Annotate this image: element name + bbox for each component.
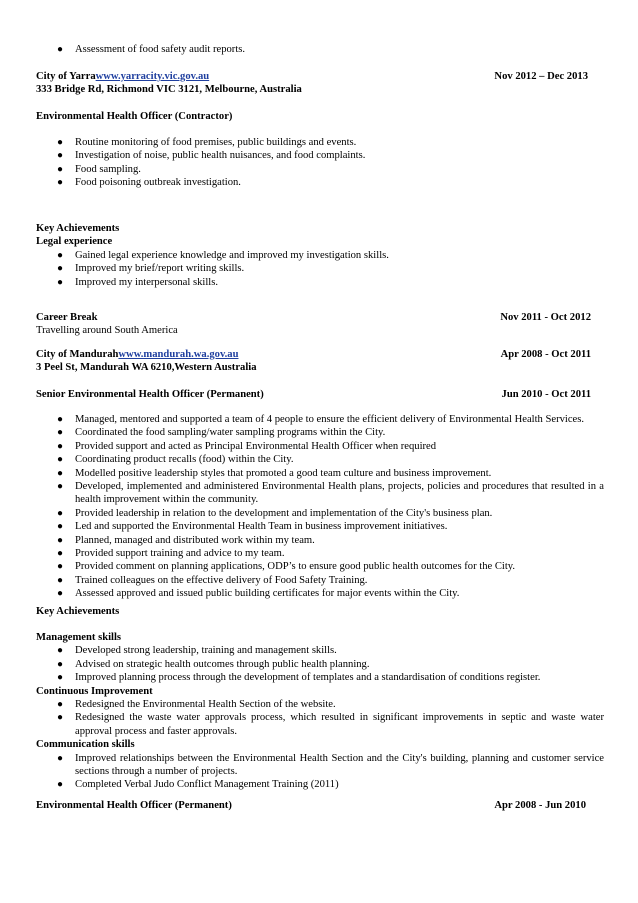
list-item: ● Advised on strategic health outcomes through public health planning. [57, 658, 370, 670]
bullet-icon: ● [57, 752, 64, 764]
bullet-icon: ● [57, 427, 64, 439]
subsection-heading: Management skills [36, 632, 122, 643]
yarra-achievements [36, 222, 604, 289]
career-break-desc: Travelling around South America [36, 325, 178, 337]
bullet-icon: ● [57, 548, 64, 560]
list-item: ● Completed Verbal Judo Conflict Management Training (2011) [57, 779, 339, 791]
subsection-heading: Continuous Improvement [36, 685, 153, 697]
mandurah-achievements [36, 605, 604, 618]
employer-address: 333 Bridge Rd, Richmond VIC 3121, Melbourne, Australia [36, 84, 302, 96]
bullet-icon: ● [57, 177, 64, 189]
bullet-icon: ● [57, 137, 64, 148]
bullet-icon: ● [57, 467, 64, 479]
bullet-icon: ● [57, 249, 64, 261]
bullet-icon: ● [57, 561, 64, 573]
bullet-icon: ● [57, 779, 64, 791]
bullet-icon: ● [57, 507, 64, 519]
bullet-icon: ● [57, 521, 64, 533]
role-header [36, 388, 604, 401]
list-item: ● Redesigned the waste water approvals process, which resulted in significant improvements in septic and waste water approval process and faster approvals. [57, 712, 604, 737]
career-break-header [36, 311, 604, 324]
list-item: ● Led and supported the Environmental Health Team in business improvement initiatives. [57, 521, 448, 533]
employer-link[interactable]: www.yarracity.vic.gov.au [95, 71, 210, 82]
list-item: ● Food poisoning outbreak investigation. [57, 177, 241, 189]
list-item: ● Coordinating product recalls (food) within the City. [57, 454, 294, 466]
employment-dates: Apr 2008 - Oct 2011 [500, 349, 591, 360]
list-item: ● Provided support training and advice to my team. [57, 548, 285, 560]
management-skills [36, 631, 604, 792]
bullet-icon: ● [57, 150, 64, 162]
list-item: ● Managed, mentored and supported a team of 4 people to ensure the efficient delivery of Environmental Health Services. [57, 414, 585, 425]
role-title: Environmental Health Officer (Contractor) [36, 111, 233, 122]
list-item: ● Improved my brief/report writing skills. [57, 263, 245, 275]
list-item: ● Provided leadership in relation to the development and implementation of the City's business plan. [57, 507, 493, 519]
mandurah-section [36, 348, 604, 375]
employer-name: City of Yarra [36, 71, 96, 82]
list-item: ● Developed strong leadership, training and management skills. [57, 645, 337, 657]
list-item: ● Planned, managed and distributed work within my team. [57, 534, 315, 546]
bullet-icon: ● [57, 414, 64, 425]
bullet-icon: ● [57, 658, 64, 670]
subsection-heading: Communication skills [36, 739, 135, 751]
section-heading: Key Achievements [36, 223, 120, 234]
bullet-icon: ● [57, 574, 64, 586]
mandurah-duties [36, 413, 604, 601]
mandurah-senior-role [36, 388, 604, 401]
yarra-role [36, 110, 604, 123]
bullet-icon: ● [57, 440, 64, 452]
employment-dates: Nov 2012 – Dec 2013 [494, 71, 588, 82]
list-item: ● Food sampling. [57, 163, 141, 175]
list-item: ● Improved my interpersonal skills. [57, 276, 218, 288]
bullet-icon: ● [57, 454, 64, 466]
list-item: ● Routine monitoring of food premises, public buildings and events. [57, 137, 357, 148]
career-break-section [36, 311, 604, 338]
yarra-header [36, 70, 604, 83]
role-dates: Jun 2010 - Oct 2011 [501, 389, 591, 400]
bullet-icon: ● [57, 588, 64, 600]
section-title: Career Break [36, 312, 98, 323]
subsection-heading: Legal experience [36, 236, 113, 248]
yarra-duties [36, 136, 604, 190]
list-item: ● Investigation of noise, public health nuisances, and food complaints. [57, 150, 366, 162]
employer-address: 3 Peel St, Mandurah WA 6210,Western Australia [36, 362, 257, 374]
bullet-icon: ● [57, 163, 64, 175]
bullet-icon: ● [57, 534, 64, 546]
list-item: ● Provided comment on planning applications, ODP’s to ensure good public health outcomes for the City. [57, 561, 516, 573]
list-item: ● Developed, implemented and administered Environmental Health plans, projects, policies and procedures that resulted in a health improvement within the community. [57, 481, 604, 506]
list-item: ● Provided support and acted as Principal Environmental Health Officer when required [57, 440, 437, 452]
list-item: ● Improved relationships between the Environmental Health Section and the City's building, planning and customer service sections through a number of projects. [57, 752, 604, 778]
bullet-icon: ● [57, 44, 64, 55]
role-title: Senior Environmental Health Officer (Permanent) [36, 389, 264, 400]
bullet-icon: ● [57, 276, 64, 288]
section-heading: Key Achievements [36, 606, 120, 617]
list-item: ● Redesigned the Environmental Health Section of the website. [57, 699, 336, 710]
bullet-icon: ● [57, 645, 64, 657]
bullet-icon: ● [57, 712, 64, 724]
mandurah-eho-role [36, 799, 604, 812]
role-title: Environmental Health Officer (Permanent) [36, 800, 232, 811]
mandurah-header [36, 348, 604, 361]
list-item: ● Assessed approved and issued public building certificates for major events within the City. [57, 588, 460, 600]
role-header [36, 799, 604, 812]
bullet-icon: ● [57, 481, 64, 493]
list-item: ● Assessment of food safety audit reports. [57, 44, 246, 55]
bullet-icon: ● [57, 699, 64, 710]
bullet-icon: ● [57, 672, 64, 684]
employer-name: City of Mandurah [36, 349, 119, 360]
list-item: ● Improved planning process through the development of templates and a standardisation of conditions register. [57, 672, 541, 684]
list-item: ● Modelled positive leadership styles that promoted a good team culture and business improvement. [57, 467, 492, 479]
list-item: ● Coordinated the food sampling/water sampling programs within the City. [57, 427, 386, 439]
list-item: ● Trained colleagues on the effective delivery of Food Safety Training. [57, 574, 368, 586]
employment-dates: Nov 2011 - Oct 2012 [500, 312, 591, 323]
employer-link[interactable]: www.mandurah.wa.gov.au [118, 349, 239, 360]
list-item: ● Gained legal experience knowledge and improved my investigation skills. [57, 249, 389, 261]
bullet-icon: ● [57, 263, 64, 275]
role-dates: Apr 2008 - Jun 2010 [494, 800, 586, 811]
top-bullet-list [36, 43, 604, 56]
yarra-section [36, 70, 604, 97]
